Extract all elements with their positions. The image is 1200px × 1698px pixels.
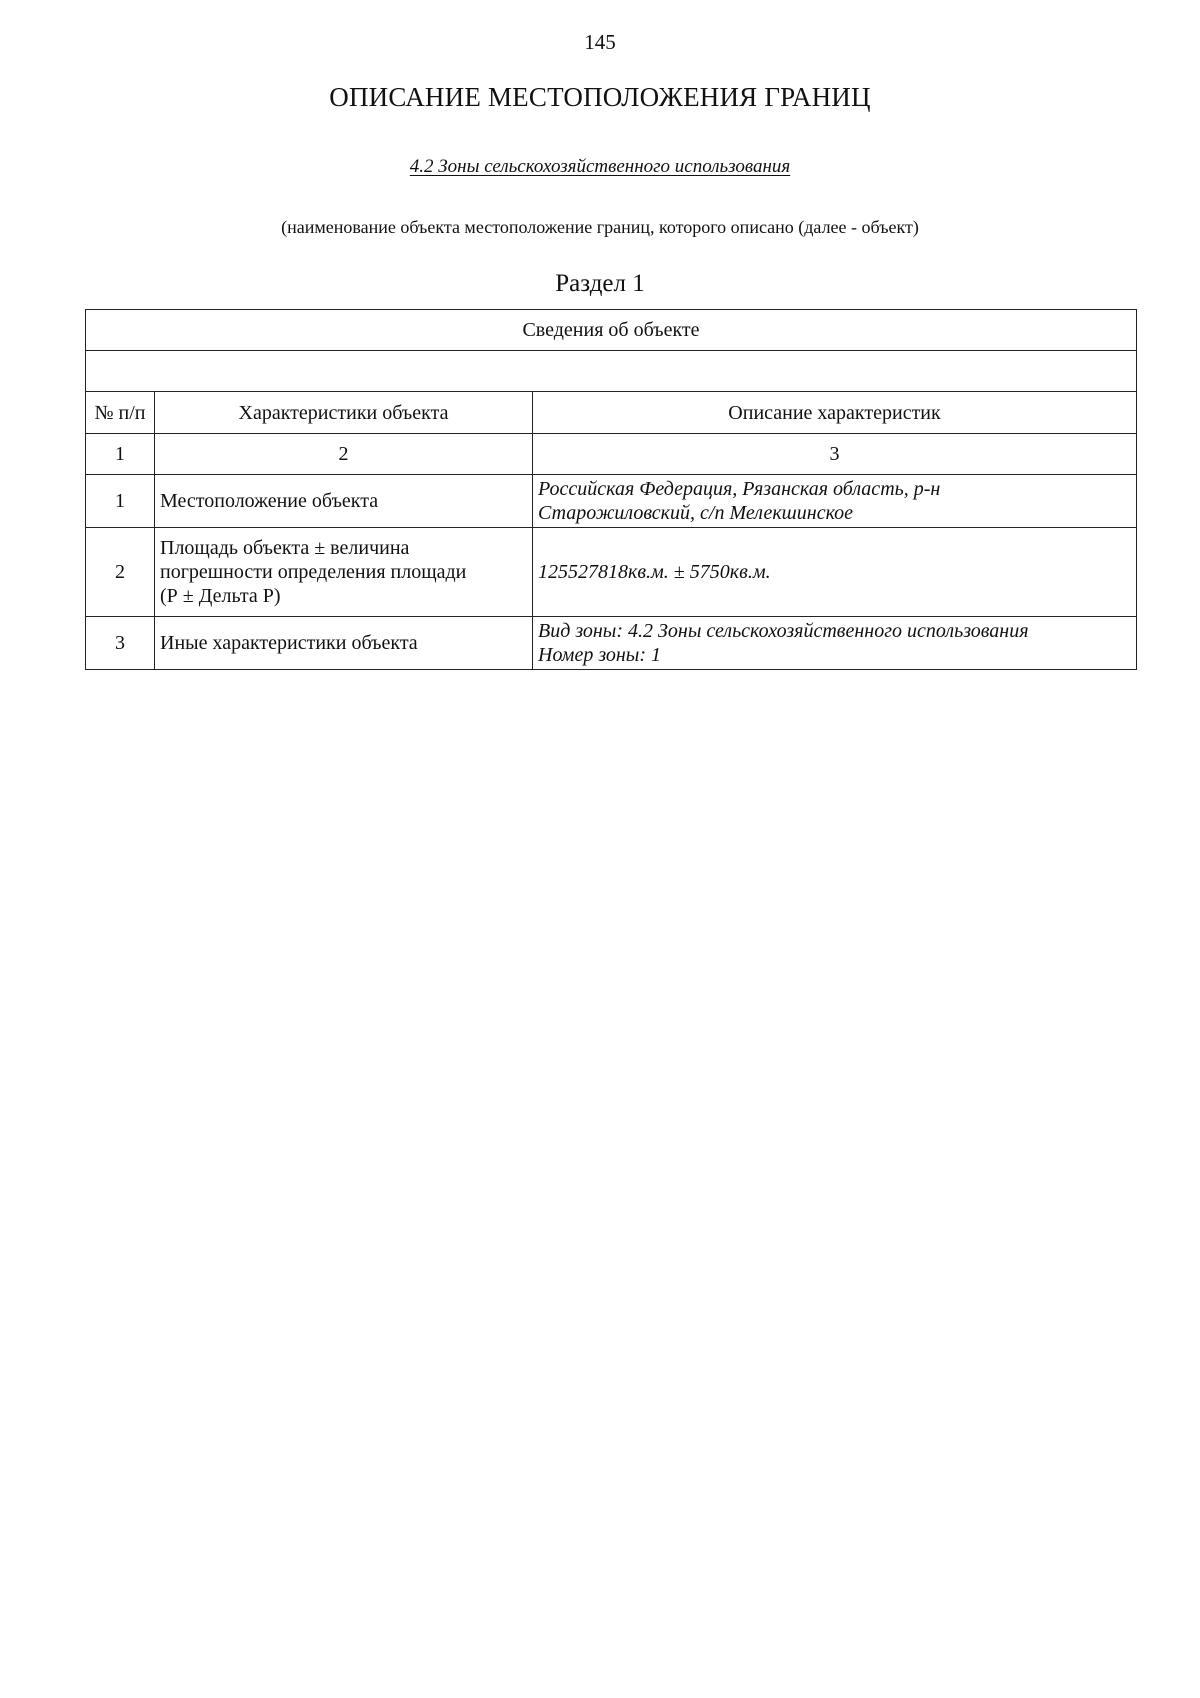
characteristic-cell — [155, 475, 533, 528]
header-description: Описание характеристик — [533, 392, 1137, 434]
description-text: Вид зоны: 4.2 Зоны сельскохозяйственного использования — [538, 620, 1029, 642]
characteristic-text: Иные характеристики объекта — [160, 632, 418, 654]
description-cell — [533, 475, 1137, 528]
description-text: Российская Федерация, Рязанская область, р-н — [538, 478, 941, 500]
header-characteristic: Характеристики объекта — [155, 392, 533, 434]
column-number: 2 — [155, 434, 533, 475]
object-name-caption: (наименование объекта местоположение границ, которого описано (далее - объект) — [281, 217, 919, 237]
column-number: 1 — [86, 434, 155, 475]
description-text: Номер зоны: 1 — [538, 644, 661, 666]
header-number: № п/п — [86, 392, 155, 434]
column-number: 3 — [533, 434, 1137, 475]
section-title: Раздел 1 — [555, 270, 645, 297]
table-caption-row — [86, 310, 1137, 351]
characteristic-cell — [155, 617, 533, 670]
object-name-text: 4.2 Зоны сельскохозяйственного использования — [409, 156, 791, 177]
table-row — [86, 475, 1137, 528]
description-cell — [533, 617, 1137, 670]
table-blank-cell — [86, 351, 1137, 392]
characteristic-cell — [155, 528, 533, 617]
characteristic-text: Площадь объекта ± величина — [160, 537, 410, 559]
table-header-row — [86, 392, 1137, 434]
document-title: ОПИСАНИЕ МЕСТОПОЛОЖЕНИЯ ГРАНИЦ — [329, 82, 871, 112]
row-number: 2 — [86, 528, 155, 617]
table-row — [86, 528, 1137, 617]
table-blank-row — [86, 351, 1137, 392]
object-name — [0, 156, 1200, 178]
characteristic-text: Местоположение объекта — [160, 490, 379, 512]
characteristic-text: (Р ± Дельта Р) — [160, 585, 281, 607]
description-text: Старожиловский, с/п Мелекшинское — [538, 502, 854, 524]
row-number: 1 — [86, 475, 155, 528]
page-number: 145 — [584, 30, 616, 54]
object-info-table — [85, 309, 1137, 670]
description-cell — [533, 528, 1137, 617]
characteristic-text: погрешности определения площади — [160, 561, 467, 583]
column-numbers-row — [86, 434, 1137, 475]
description-text: 125527818кв.м. ± 5750кв.м. — [538, 561, 771, 583]
row-number: 3 — [86, 617, 155, 670]
table-row — [86, 617, 1137, 670]
table-caption: Сведения об объекте — [86, 310, 1137, 351]
